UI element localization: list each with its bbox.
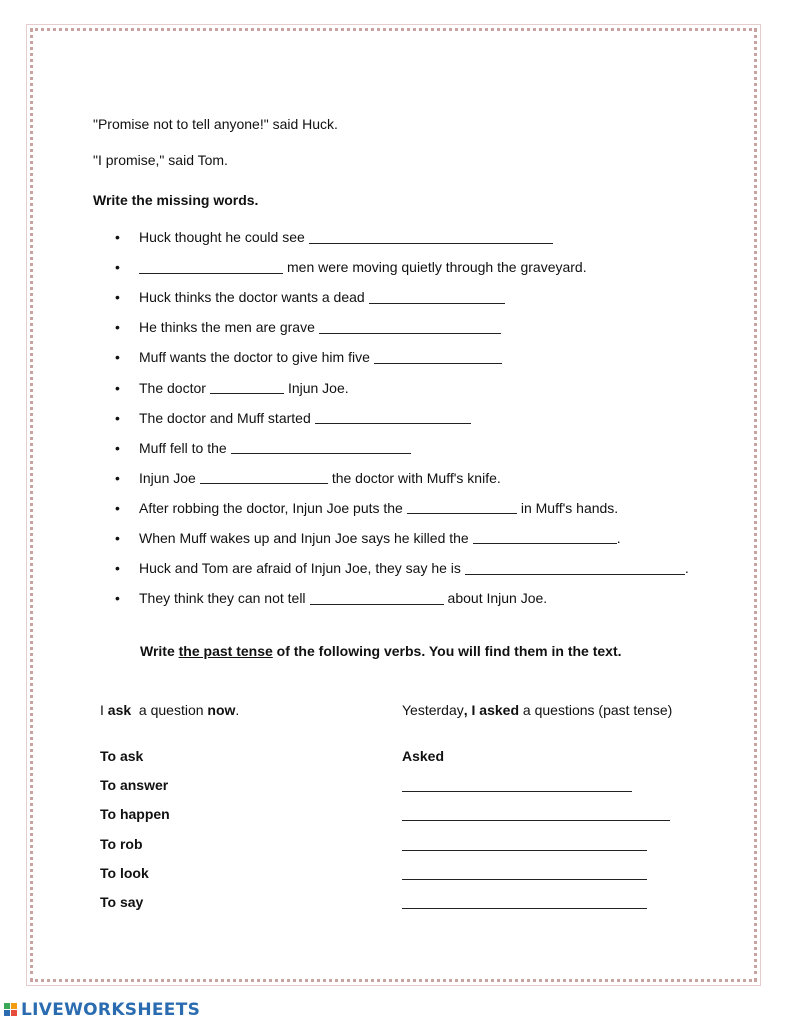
example-present-part: I: [100, 702, 108, 718]
logo-icon: [4, 1003, 18, 1017]
list-item: [115, 493, 735, 523]
answer-blank[interactable]: [402, 908, 647, 909]
item-text-before: The doctor and Muff started: [139, 409, 311, 426]
item-text-after: .: [684, 560, 689, 577]
bullet-icon: •: [115, 319, 120, 336]
answer-blank[interactable]: [309, 231, 553, 244]
verb-row: [100, 894, 700, 923]
item-text-after: the doctor with Muff's knife.: [331, 469, 501, 486]
list-item: [115, 523, 735, 553]
logo-square: [4, 1010, 10, 1016]
verb-row: [100, 865, 700, 894]
logo-square: [4, 1003, 10, 1009]
item-text-before: He thinks the men are grave: [139, 319, 315, 336]
answer-blank[interactable]: [407, 501, 517, 514]
verb-infinitive: To happen: [100, 806, 170, 823]
item-text-before: When Muff wakes up and Injun Joe says he killed the: [139, 529, 469, 546]
list-item: [115, 252, 735, 282]
answer-blank[interactable]: [210, 381, 284, 394]
list-item: [115, 282, 735, 312]
answer-blank[interactable]: [310, 592, 444, 605]
example-present-now: now: [207, 702, 236, 718]
item-text-after: in Muff's hands.: [520, 499, 619, 516]
verbs-table: [100, 748, 700, 923]
verb-row: [100, 777, 700, 806]
example-past-verb: , I asked: [463, 702, 520, 718]
example-present-verb: ask: [107, 702, 132, 718]
answer-blank[interactable]: [374, 351, 502, 364]
answer-blank[interactable]: [473, 531, 617, 544]
bullet-icon: •: [115, 409, 120, 426]
verb-infinitive: To ask: [100, 748, 144, 764]
item-text-before: Injun Joe: [139, 469, 196, 486]
answer-blank[interactable]: [402, 879, 647, 880]
bullet-icon: •: [115, 289, 120, 306]
answer-blank[interactable]: [402, 850, 647, 851]
answer-blank[interactable]: [139, 261, 283, 274]
list-item: [115, 312, 735, 342]
logo-square: [11, 1003, 17, 1009]
item-text-before: Muff fell to the: [139, 439, 227, 456]
item-text-after: men were moving quietly through the graveyard.: [287, 259, 587, 276]
list-item: [115, 342, 735, 372]
item-text-after: .: [616, 529, 621, 546]
section-2-title-underlined: the past tense: [178, 643, 273, 659]
list-item: [115, 372, 735, 402]
list-item: [115, 463, 735, 493]
verb-infinitive: To rob: [100, 835, 143, 852]
verb-row: [100, 836, 700, 865]
answer-blank[interactable]: [402, 820, 670, 821]
list-item: [115, 433, 735, 463]
answer-blank[interactable]: [231, 441, 411, 454]
intro-line-2: "I promise," said Tom.: [93, 152, 228, 168]
verb-past-answer: Asked: [402, 748, 445, 764]
example-present-part: a question: [131, 702, 208, 718]
bullet-icon: •: [115, 259, 120, 276]
answer-blank[interactable]: [369, 291, 505, 304]
example-present: [100, 702, 239, 718]
verb-row: [100, 748, 700, 777]
item-text-before: Muff wants the doctor to give him five: [139, 349, 370, 366]
bullet-icon: •: [115, 379, 120, 396]
intro-line-1: "Promise not to tell anyone!" said Huck.: [93, 116, 338, 132]
section-1-title: Write the missing words.: [93, 192, 259, 208]
logo-square: [11, 1010, 17, 1016]
bullet-icon: •: [115, 439, 120, 456]
verb-infinitive: To answer: [100, 777, 169, 794]
answer-blank[interactable]: [319, 321, 501, 334]
answer-blank[interactable]: [402, 791, 632, 792]
example-past-part: Yesterday: [402, 702, 464, 718]
section-2-title-post: of the following verbs. You will find them in the text.: [272, 643, 622, 659]
missing-words-list: [115, 222, 735, 613]
bullet-icon: •: [115, 529, 120, 546]
verb-row: [100, 806, 700, 835]
item-text-after: about Injun Joe.: [447, 590, 548, 607]
verb-infinitive: To look: [100, 864, 149, 881]
bullet-icon: •: [115, 560, 120, 577]
example-present-part: .: [235, 702, 240, 718]
list-item: [115, 583, 735, 613]
list-item: [115, 222, 735, 252]
section-2-title-pre: Write: [140, 643, 179, 659]
section-2-title: [140, 643, 622, 659]
example-past: [402, 702, 672, 718]
item-text-before: Huck thought he could see: [139, 229, 305, 246]
example-past-part: a questions (past tense): [519, 702, 673, 718]
answer-blank[interactable]: [200, 471, 328, 484]
answer-blank[interactable]: [465, 562, 685, 575]
item-text-before: After robbing the doctor, Injun Joe puts the: [139, 499, 403, 516]
list-item: [115, 553, 735, 583]
item-text-before: They think they can not tell: [139, 590, 306, 607]
verb-infinitive: To say: [100, 893, 144, 910]
item-text-before: Huck and Tom are afraid of Injun Joe, they say he is: [139, 560, 461, 577]
liveworksheets-logo: [4, 999, 200, 1021]
logo-text: LIVEWORKSHEETS: [21, 1000, 201, 1020]
list-item: [115, 403, 735, 433]
item-text-after: Injun Joe.: [287, 379, 349, 396]
bullet-icon: •: [115, 469, 120, 486]
bullet-icon: •: [115, 229, 120, 246]
bullet-icon: •: [115, 349, 120, 366]
bullet-icon: •: [115, 590, 120, 607]
item-text-before: Huck thinks the doctor wants a dead: [139, 289, 365, 306]
answer-blank[interactable]: [315, 411, 471, 424]
bullet-icon: •: [115, 499, 120, 516]
item-text-before: The doctor: [139, 379, 206, 396]
